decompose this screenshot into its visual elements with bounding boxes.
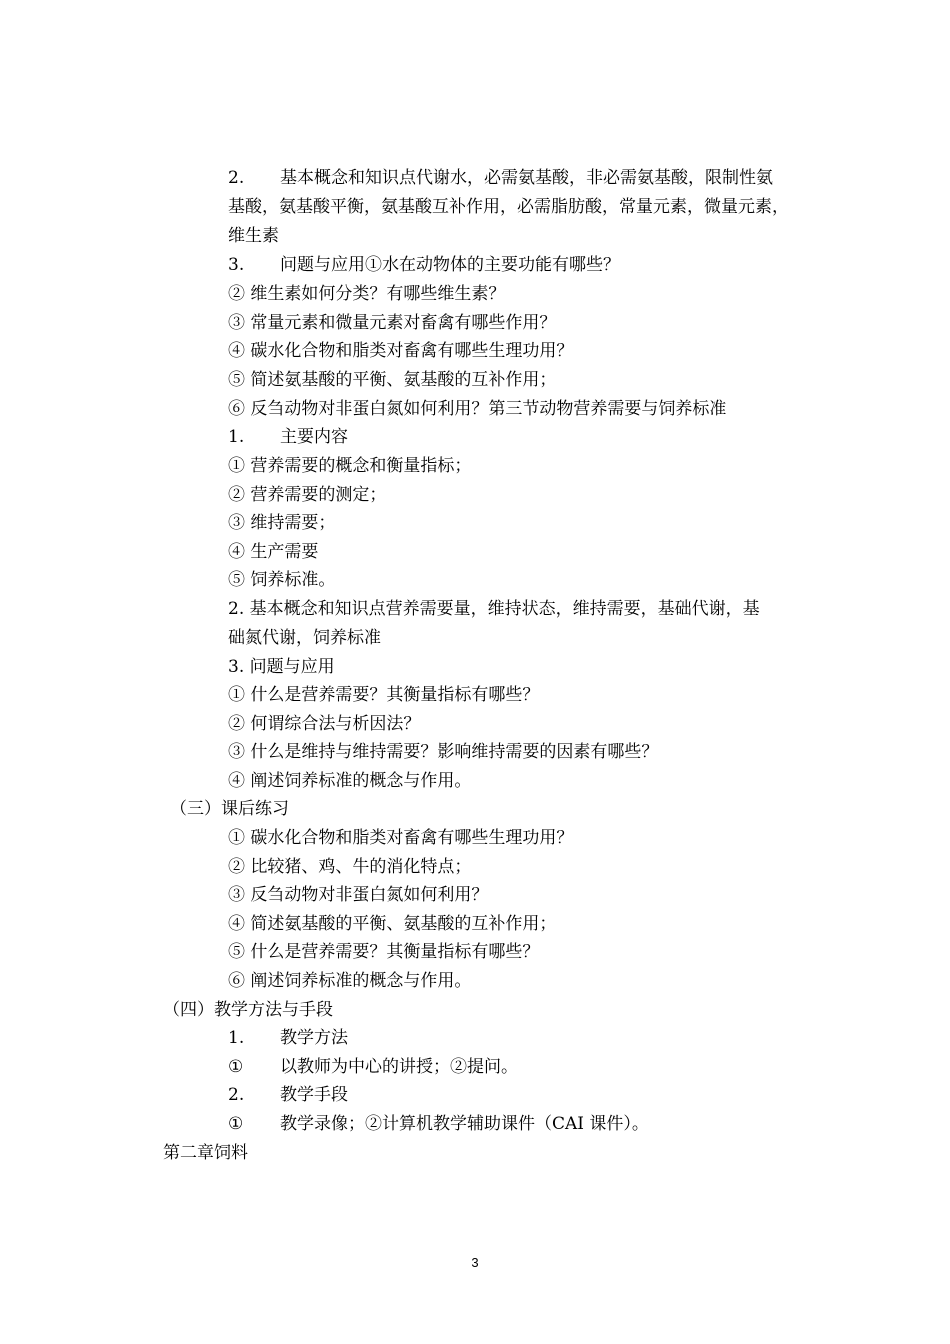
list-item: ⑤ 什么是营养需要？其衡量指标有哪些？	[228, 942, 540, 962]
list-item: ③ 维持需要；	[228, 513, 336, 533]
list-item: ④ 生产需要	[228, 542, 319, 562]
chapter-title: 第二章饲料	[163, 1143, 248, 1163]
list-item: ③ 什么是维持与维持需要？影响维持需要的因素有哪些？	[228, 742, 659, 762]
list-item: ② 比较猪、鸡、牛的消化特点；	[228, 857, 472, 877]
method-item: ① 以教师为中心的讲授；②提问。	[228, 1057, 518, 1077]
section-heading-method: （四）教学方法与手段	[163, 1000, 333, 1020]
concept-line-2: 基酸，氨基酸平衡，氨基酸互补作用，必需脂肪酸，常量元素，微量元素，	[228, 197, 789, 217]
list-item: ⑥ 阐述饲养标准的概念与作用。	[228, 971, 472, 991]
list-item: ③ 常量元素和微量元素对畜禽有哪些作用？	[228, 313, 557, 333]
concept2-line-2: 础氮代谢，饲养标准	[228, 628, 381, 648]
means-heading: 2. 教学手段	[228, 1085, 348, 1105]
question-heading: 3. 问题与应用①水在动物体的主要功能有哪些？	[228, 255, 620, 275]
concept2-line-1: 2. 基本概念和知识点营养需要量，维持状态，维持需要，基础代谢，基	[228, 599, 760, 619]
list-item: ⑥ 反刍动物对非蛋白氮如何利用？第三节动物营养需要与饲养标准	[228, 399, 727, 419]
method-heading: 1. 教学方法	[228, 1028, 348, 1048]
list-item: ① 什么是营养需要？其衡量指标有哪些？	[228, 685, 540, 705]
list-item: ② 何谓综合法与析因法？	[228, 714, 421, 734]
list-item: ⑤ 简述氨基酸的平衡、氨基酸的互补作用；	[228, 370, 557, 390]
page-number: 3	[471, 1255, 479, 1270]
list-item: ① 营养需要的概念和衡量指标；	[228, 456, 472, 476]
list-item: ④ 碳水化合物和脂类对畜禽有哪些生理功用？	[228, 341, 574, 361]
list-item: ② 营养需要的测定；	[228, 485, 387, 505]
list-item: ② 维生素如何分类？有哪些维生素？	[228, 284, 506, 304]
list-item: ④ 简述氨基酸的平衡、氨基酸的互补作用；	[228, 914, 557, 934]
main-content-heading: 1. 主要内容	[228, 427, 348, 447]
list-item: ④ 阐述饲养标准的概念与作用。	[228, 771, 472, 791]
concept-line-3: 维生素	[228, 226, 279, 246]
list-item: ① 碳水化合物和脂类对畜禽有哪些生理功用？	[228, 828, 574, 848]
section-heading-exercise: （三）课后练习	[170, 799, 289, 819]
list-item: ⑤ 饲养标准。	[228, 570, 336, 590]
concept-line-1: 2. 基本概念和知识点代谢水，必需氨基酸，非必需氨基酸，限制性氨	[228, 168, 773, 188]
list-item: ③ 反刍动物对非蛋白氮如何利用？	[228, 885, 489, 905]
qa-heading: 3. 问题与应用	[228, 657, 335, 677]
means-item: ① 教学录像；②计算机教学辅助课件（CAI 课件）。	[228, 1114, 649, 1134]
